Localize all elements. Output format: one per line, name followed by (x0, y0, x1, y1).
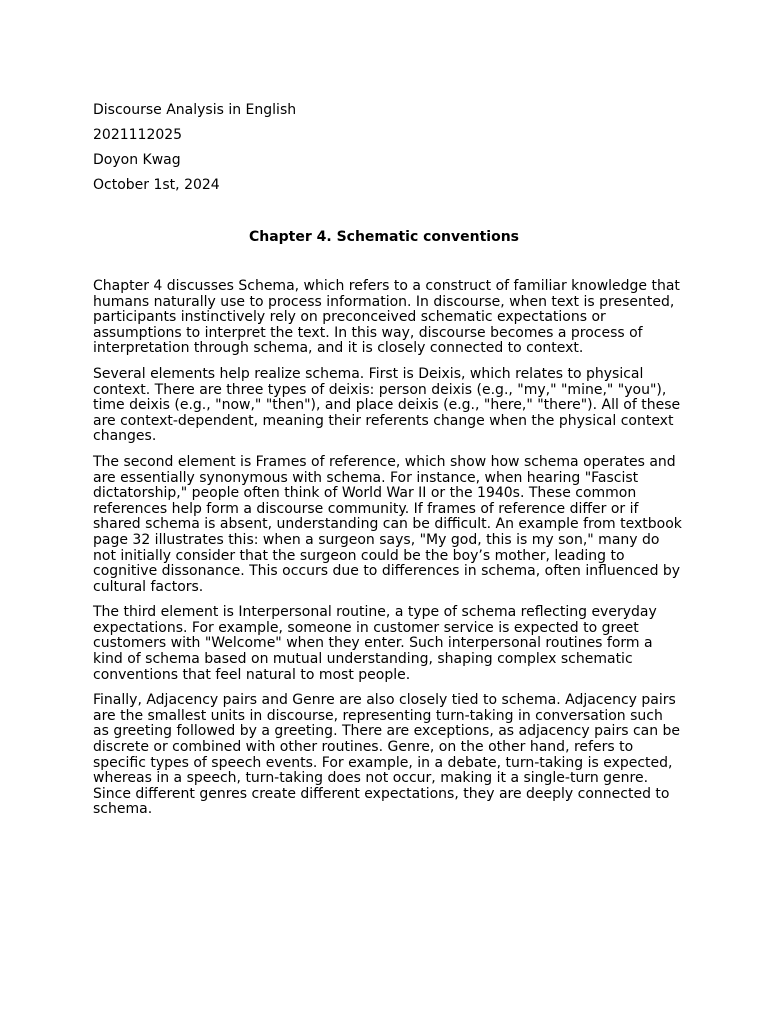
paragraph-1: Chapter 4 discusses Schema, which refers to a construct of familiar knowledge that humans naturally use to process information. In discourse, when text is presented, participants instinctively rely on preconceived schematic expectations or assumptions to interpret the text. In this way, discourse becomes a process of interpretation through schema, and it is closely connected to context. (93, 278, 680, 357)
document-title: Chapter 4. Schematic conventions (248, 229, 520, 245)
document-header (93, 101, 683, 201)
paragraph-5: Finally, Adjacency pairs and Genre are also closely tied to schema. Adjacency pairs are the smallest units in discourse, representing turn-taking in conversation such as greeting followed by a greeting. There are exceptions, as adjacency pairs can be discrete or combined with other routines. Genre, on the other hand, refers to specific types of speech events. For example, in a debate, turn-taking is expected, whereas in a speech, turn-taking does not occur, making it a single-turn genre. Since different genres create different expectations, they are deeply connected to schema. (93, 692, 681, 818)
course-name: Discourse Analysis in English (93, 102, 297, 118)
author-name: Doyon Kwag (93, 152, 181, 168)
document-body (93, 279, 683, 828)
paragraph-3: The second element is Frames of reference, which show how schema operates and are essentially synonymous with schema. For instance, when hearing "Fascist dictatorship," people often think of World War II or the 1940s. These common references help form a discourse community. If frames of reference differ or if shared schema is absent, understanding can be difficult. An example from textbook page 32 illustrates this: when a surgeon says, "My god, this is my son," many do not initially consider that the surgeon could be the boy’s mother, leading to cognitive dissonance. This occurs due to differences in schema, often influenced by cultural factors. (93, 453, 682, 595)
paragraph-4: The third element is Interpersonal routine, a type of schema reflecting everyday expectations. For example, someone in customer service is expected to greet customers with "Welcome" when they enter. Such interpersonal routines form a kind of schema based on mutual understanding, shaping complex schematic conventions that feel natural to most people. (93, 604, 657, 683)
student-id: 2021112025 (93, 127, 183, 143)
document-date: October 1st, 2024 (93, 177, 220, 193)
paragraph-2: Several elements help realize schema. First is Deixis, which relates to physical context. There are three types of deixis: person deixis (e.g., "my," "mine," "you"), time deixis (e.g., "now," "then"), and place deixis (e.g., "here," "there"). All of these are context-dependent, meaning their referents change when the physical context changes. (93, 365, 681, 445)
